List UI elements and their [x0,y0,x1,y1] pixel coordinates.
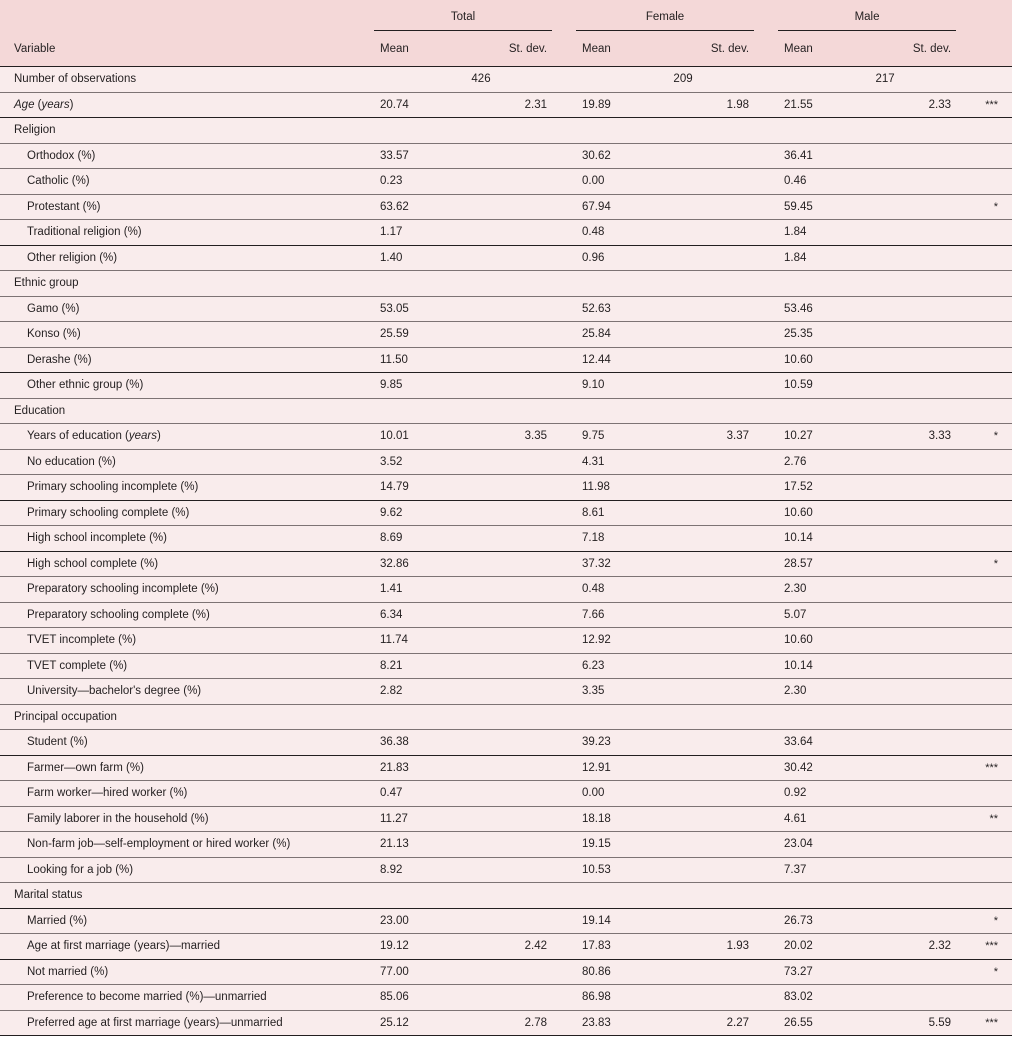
sd-header: St. dev. [508,43,548,55]
table-row: Farmer—own farm (%) 21.83 12.91 30.42 *** [0,755,1012,781]
years-of-education-row: Years of education (years) 10.01 3.35 9.75 3.37 10.27 3.33 * [0,424,1012,450]
age-row: Age (years) 20.74 2.31 19.89 1.98 21.55 2.33 *** [0,92,1012,118]
table-row: Primary schooling incomplete (%) 14.79 11.98 17.52 [0,475,1012,501]
section-heading-marital-status: Marital status [0,883,1012,909]
table-row: Non-farm job—self-employment or hired worker (%) 21.13 19.15 23.04 [0,832,1012,858]
table-row: Farm worker—hired worker (%) 0.47 0.00 0.92 [0,781,1012,807]
variable-header: Variable [14,43,56,55]
table-row: Student (%) 36.38 39.23 33.64 [0,730,1012,756]
table-row: Preference to become married (%)—unmarried 85.06 86.98 83.02 [0,985,1012,1011]
header-group-row [0,0,1012,32]
table-row: Preferred age at first marriage (years)—unmarried 25.12 2.78 23.83 2.27 26.55 5.59 *** [0,1010,1012,1036]
section-heading-religion: Religion [0,118,1012,144]
table-row: Preparatory schooling incomplete (%) 1.41 0.48 2.30 [0,577,1012,603]
table-row: Other religion (%) 1.40 0.96 1.84 [0,245,1012,271]
table-row: Age at first marriage (years)—married 19.12 2.42 17.83 1.93 20.02 2.32 *** [0,934,1012,960]
table-row: No education (%) 3.52 4.31 2.76 [0,449,1012,475]
observations-row: Number of observations 426 209 217 [0,67,1012,93]
significance-marker: *** [985,98,999,111]
table-row: Gamo (%) 53.05 52.63 53.46 [0,296,1012,322]
table-row: TVET incomplete (%) 11.74 12.92 10.60 [0,628,1012,654]
sd-header: St. dev. [710,43,750,55]
table-row: Other ethnic group (%) 9.85 9.10 10.59 [0,373,1012,399]
group-header-male: Male [766,0,968,32]
section-heading-ethnic-group: Ethnic group [0,271,1012,297]
table-row: Primary schooling complete (%) 9.62 8.61 10.60 [0,500,1012,526]
table-row: TVET complete (%) 8.21 6.23 10.14 [0,653,1012,679]
table-row: Married (%) 23.00 19.14 26.73 * [0,908,1012,934]
table-row: High school complete (%) 32.86 37.32 28.57 * [0,551,1012,577]
group-header-total: Total [362,0,564,32]
table-row: Looking for a job (%) 8.92 10.53 7.37 [0,857,1012,883]
table-row: High school incomplete (%) 8.69 7.18 10.14 [0,526,1012,552]
table-row: Not married (%) 77.00 80.86 73.27 * [0,959,1012,985]
header-column-row [0,32,1012,67]
mean-header: Mean [582,43,611,55]
section-heading-education: Education [0,398,1012,424]
group-header-female: Female [564,0,766,32]
mean-header: Mean [380,43,409,55]
table-row: Protestant (%) 63.62 67.94 59.45 * [0,194,1012,220]
mean-header: Mean [784,43,813,55]
table-row: University—bachelor's degree (%) 2.82 3.35 2.30 [0,679,1012,705]
table-row: Orthodox (%) 33.57 30.62 36.41 [0,143,1012,169]
sd-header: St. dev. [912,43,952,55]
table-row: Preparatory schooling complete (%) 6.34 7.66 5.07 [0,602,1012,628]
table-row: Konso (%) 25.59 25.84 25.35 [0,322,1012,348]
table-row: Family laborer in the household (%) 11.27 18.18 4.61 ** [0,806,1012,832]
table-row: Traditional religion (%) 1.17 0.48 1.84 [0,220,1012,246]
section-heading-principal-occupation: Principal occupation [0,704,1012,730]
table-row: Catholic (%) 0.23 0.00 0.46 [0,169,1012,195]
table-row: Derashe (%) 11.50 12.44 10.60 [0,347,1012,373]
